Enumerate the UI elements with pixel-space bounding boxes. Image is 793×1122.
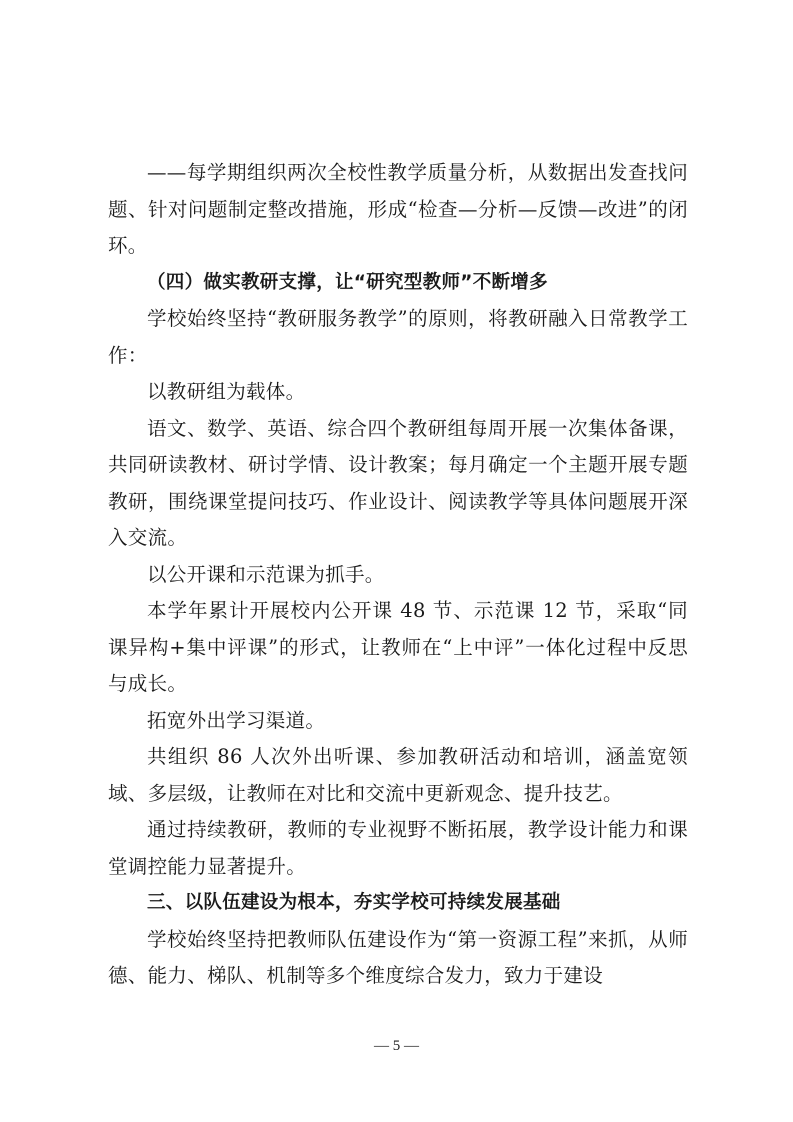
document-body	[108, 155, 688, 995]
paragraph-team-building-intro: 学校始终坚持把教师队伍建设作为“第一资源工程”来抓，从师德、能力、梯队、机制等多个维度综合发力，致力于建设	[108, 927, 688, 987]
paragraph-open-class-detail: 本学年累计开展校内公开课 48 节、示范课 12 节，采取“同课异构+集中评课”的形式，让教师在“上中评”一体化过程中反思与成长。	[108, 599, 688, 695]
paragraph-quality-analysis: ——每学期组织两次全校性教学质量分析，从数据出发查找问题、针对问题制定整改措施，形成“检查—分析—反馈—改进”的闭环。	[108, 161, 688, 257]
paragraph-research-principle: 学校始终坚持“教研服务教学”的原则，将教研融入日常教学工作：	[108, 307, 688, 367]
paragraph-research-groups-detail: 语文、数学、英语、综合四个教研组每周开展一次集体备课，共同研读教材、研讨学情、设计教案；每月确定一个主题开展专题教研，围绕课堂提问技巧、作业设计、阅读教学等具体问题展开深入交流。	[108, 416, 688, 549]
section-heading-team-building: 三、以队伍建设为根本，夯实学校可持续发展基础	[147, 892, 561, 913]
paragraph-research-outcome: 通过持续教研，教师的专业视野不断拓展，教学设计能力和课堂调控能力显著提升。	[108, 818, 688, 878]
page-number: — 5 —	[374, 1038, 419, 1054]
paragraph-external-learning-detail: 共组织 86 人次外出听课、参加教研活动和培训，涵盖宽领域、多层级，让教师在对比和交流中更新观念、提升技艺。	[108, 745, 688, 805]
paragraph-research-group-carrier: 以教研组为载体。	[147, 380, 306, 403]
paragraph-external-learning: 拓宽外出学习渠道。	[147, 708, 326, 732]
paragraph-open-class-lever: 以公开课和示范课为抓手。	[147, 562, 385, 586]
section-heading-teaching-research: （四）做实教研支撑，让“研究型教师”不断增多	[147, 271, 548, 293]
